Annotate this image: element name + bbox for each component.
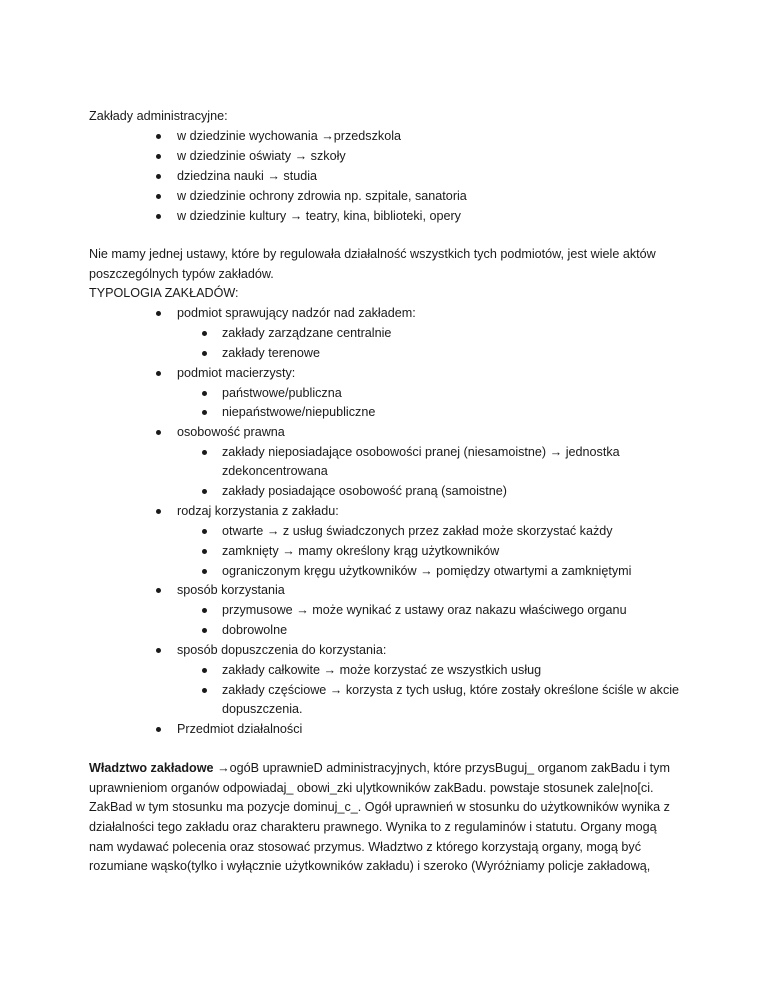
paragraph-line: Władztwo zakładowe →ogóB uprawnieD administracyjnych, które przysBuguj_ organom zakBadu i tym: [89, 761, 670, 775]
arrow-icon: →: [329, 683, 343, 697]
bullet: [199, 325, 211, 341]
arrow-icon: →: [294, 149, 308, 163]
bullet: [153, 721, 165, 737]
arrow-icon: →: [282, 544, 295, 558]
bullet: [199, 483, 211, 499]
bullet: [199, 404, 211, 420]
paragraph-line: Nie mamy jednej ustawy, które by regulowała działalność wszystkich tych podmiotów, jest wiele aktów: [89, 247, 656, 261]
bullet: [153, 128, 165, 144]
arrow-icon: →: [323, 663, 337, 677]
list-item: Przedmiot działalności: [177, 722, 303, 736]
list-item: w dziedzinie kultury → teatry, kina, biblioteki, opery: [177, 209, 461, 223]
arrow-icon: →: [420, 564, 433, 578]
arrow-icon: →: [289, 209, 303, 223]
bullet: [153, 148, 165, 164]
paragraph-line: działalności tego zakładu oraz charakteru prawnego. Wynika to z regulaminów i statutu. Organy mogą: [89, 820, 657, 834]
bullet: [153, 503, 165, 519]
bullet: [199, 563, 211, 579]
arrow-icon: →: [217, 761, 230, 775]
paragraph-line: poszczególnych typów zakładów.: [89, 267, 274, 281]
arrow-icon: →: [296, 603, 309, 617]
bullet: [153, 208, 165, 224]
sub-list-item: zakłady terenowe: [222, 346, 321, 360]
list-item: dziedzina nauki → studia: [177, 169, 318, 183]
list-item: podmiot macierzysty:: [177, 366, 296, 380]
section-heading-typologia: TYPOLOGIA ZAKŁADÓW:: [89, 286, 239, 300]
sub-list-item: zakłady posiadające osobowość praną (samoistne): [222, 484, 507, 498]
arrow-icon: →: [549, 445, 563, 459]
list-item: osobowość prawna: [177, 425, 285, 439]
bullet: [199, 682, 211, 698]
paragraph-line: nam wydawać polecenia oraz stosować przymus. Władztwo z którego korzystają organy, mogą być: [89, 840, 642, 854]
bullet: [153, 365, 165, 381]
sub-list-item: przymusowe → może wynikać z ustawy oraz nakazu właściwego organu: [222, 603, 627, 617]
arrow-icon: →: [321, 129, 334, 143]
paragraph-line: uprawnieniom organów odpowiadaj_ obowi_zki u|ytkowników zakBadu. powstaje stosunek zale|no[ci.: [89, 781, 654, 795]
bullet: [153, 168, 165, 184]
sub-list-item: ograniczonym kręgu użytkowników → pomiędzy otwartymi a zamkniętymi: [222, 564, 632, 578]
sub-list-item-continuation: dopuszczenia.: [222, 702, 303, 716]
list-item: w dziedzinie wychowania →przedszkola: [177, 129, 401, 143]
bullet: [199, 345, 211, 361]
bold-term: Władztwo zakładowe: [89, 761, 218, 775]
sub-list-item-continuation: zdekoncentrowana: [222, 464, 328, 478]
sub-list-item: państwowe/publiczna: [222, 386, 342, 400]
arrow-icon: →: [267, 169, 280, 183]
bullet: [199, 385, 211, 401]
bullet: [153, 642, 165, 658]
list-item: w dziedzinie ochrony zdrowia np. szpitale, sanatoria: [177, 189, 467, 203]
sub-list-item: niepaństwowe/niepubliczne: [222, 405, 376, 419]
arrow-icon: →: [266, 524, 280, 538]
list-item: sposób dopuszczenia do korzystania:: [177, 643, 387, 657]
sub-list-item: dobrowolne: [222, 623, 288, 637]
paragraph-line: rozumiane wąsko(tylko i wyłącznie użytkowników zakładu) i szeroko (Wyróżniamy policje zakładową,: [89, 859, 651, 873]
paragraph-line: ZakBad w tym stosunku ma pozycje dominuj_c_. Ogół uprawnień w stosunku do użytkowników wynika z: [89, 800, 670, 814]
sub-list-item: zamknięty → mamy określony krąg użytkowników: [222, 544, 500, 558]
bullet: [199, 662, 211, 678]
list-item: w dziedzinie oświaty → szkoły: [177, 149, 346, 163]
bullet: [199, 622, 211, 638]
bullet: [199, 523, 211, 539]
sub-list-item: zakłady całkowite → może korzystać ze wszystkich usług: [222, 663, 542, 677]
bullet: [153, 188, 165, 204]
list-item: rodzaj korzystania z zakładu:: [177, 504, 339, 518]
list-item: sposób korzystania: [177, 583, 285, 597]
sub-list-item: zakłady nieposiadające osobowości pranej (niesamoistne) → jednostka: [222, 445, 620, 459]
sub-list-item: otwarte → z usług świadczonych przez zakład może skorzystać każdy: [222, 524, 613, 538]
sub-list-item: zakłady częściowe → korzysta z tych usług, które zostały określone ściśle w akcie: [222, 683, 680, 697]
bullet: [153, 424, 165, 440]
bullet: [199, 602, 211, 618]
bullet: [199, 543, 211, 559]
list-item: podmiot sprawujący nadzór nad zakładem:: [177, 306, 416, 320]
sub-list-item: zakłady zarządzane centralnie: [222, 326, 392, 340]
section-heading-zaklady: Zakłady administracyjne:: [89, 109, 228, 123]
bullet: [153, 305, 165, 321]
bullet: [199, 444, 211, 460]
bullet: [153, 582, 165, 598]
